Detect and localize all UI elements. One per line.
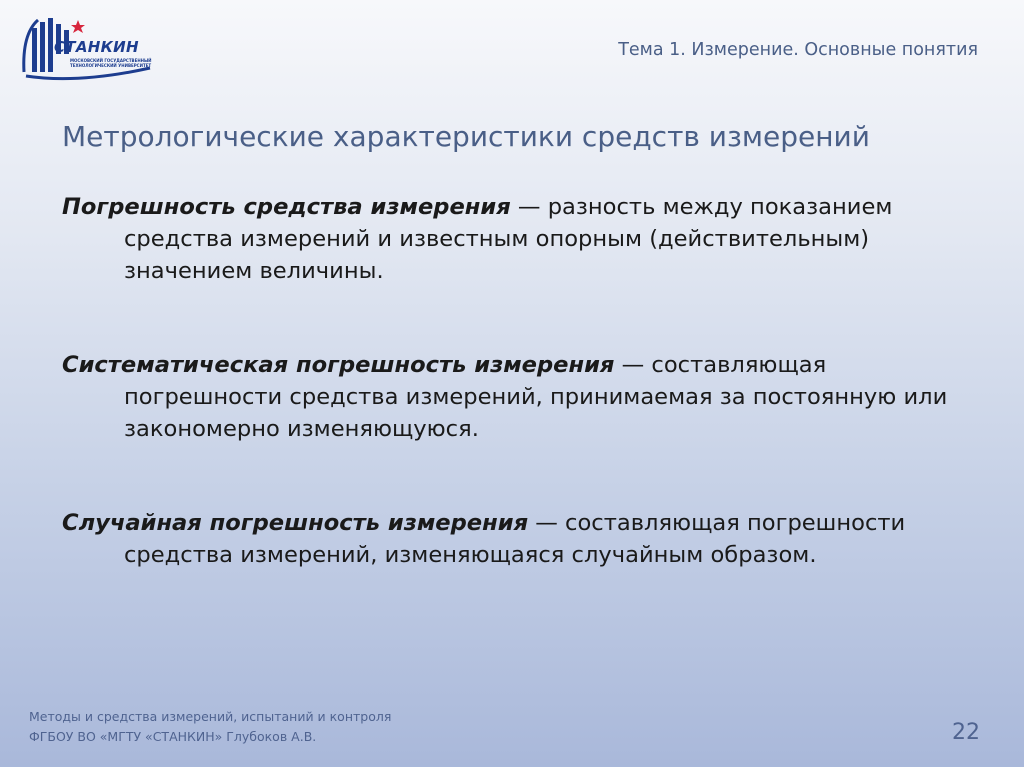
- definition-text: — составляющая погрешности средства измерений, изменяющаяся случайным образом.: [124, 510, 906, 568]
- definition-text: — разность между показанием средства измерений и известным опорным (действительным) значением величины.: [124, 194, 893, 284]
- stankin-logo: [18, 14, 158, 84]
- definition-item: [62, 191, 984, 287]
- definition-term: Случайная погрешность измерения: [62, 510, 529, 536]
- slide-title: Метрологические характеристики средств измерений: [62, 120, 870, 153]
- definition-term: Систематическая погрешность измерения: [62, 352, 615, 378]
- logo-subtitle-line2: ТЕХНОЛОГИЧЕСКИЙ УНИВЕРСИТЕТ: [70, 63, 152, 68]
- definition-item: [62, 507, 984, 571]
- page-number: 22: [952, 720, 980, 745]
- footer-course: Методы и средства измерений, испытаний и контроля: [29, 709, 392, 724]
- definitions-list: [62, 191, 984, 633]
- definition-item: [62, 349, 984, 445]
- definition-term: Погрешность средства измерения: [62, 194, 511, 220]
- logo-wordmark: СТАНКИН: [54, 38, 139, 56]
- logo-subtitle-line1: МОСКОВСКИЙ ГОСУДАРСТВЕННЫЙ: [70, 58, 152, 63]
- footer-author: ФГБОУ ВО «МГТУ «СТАНКИН» Глубоков А.В.: [29, 729, 317, 744]
- definition-text: — составляющая погрешности средства измерений, принимаемая за постоянную или закономерно изменяющуюся.: [124, 352, 948, 442]
- footer: [29, 707, 391, 747]
- topic-header: Тема 1. Измерение. Основные понятия: [618, 40, 978, 60]
